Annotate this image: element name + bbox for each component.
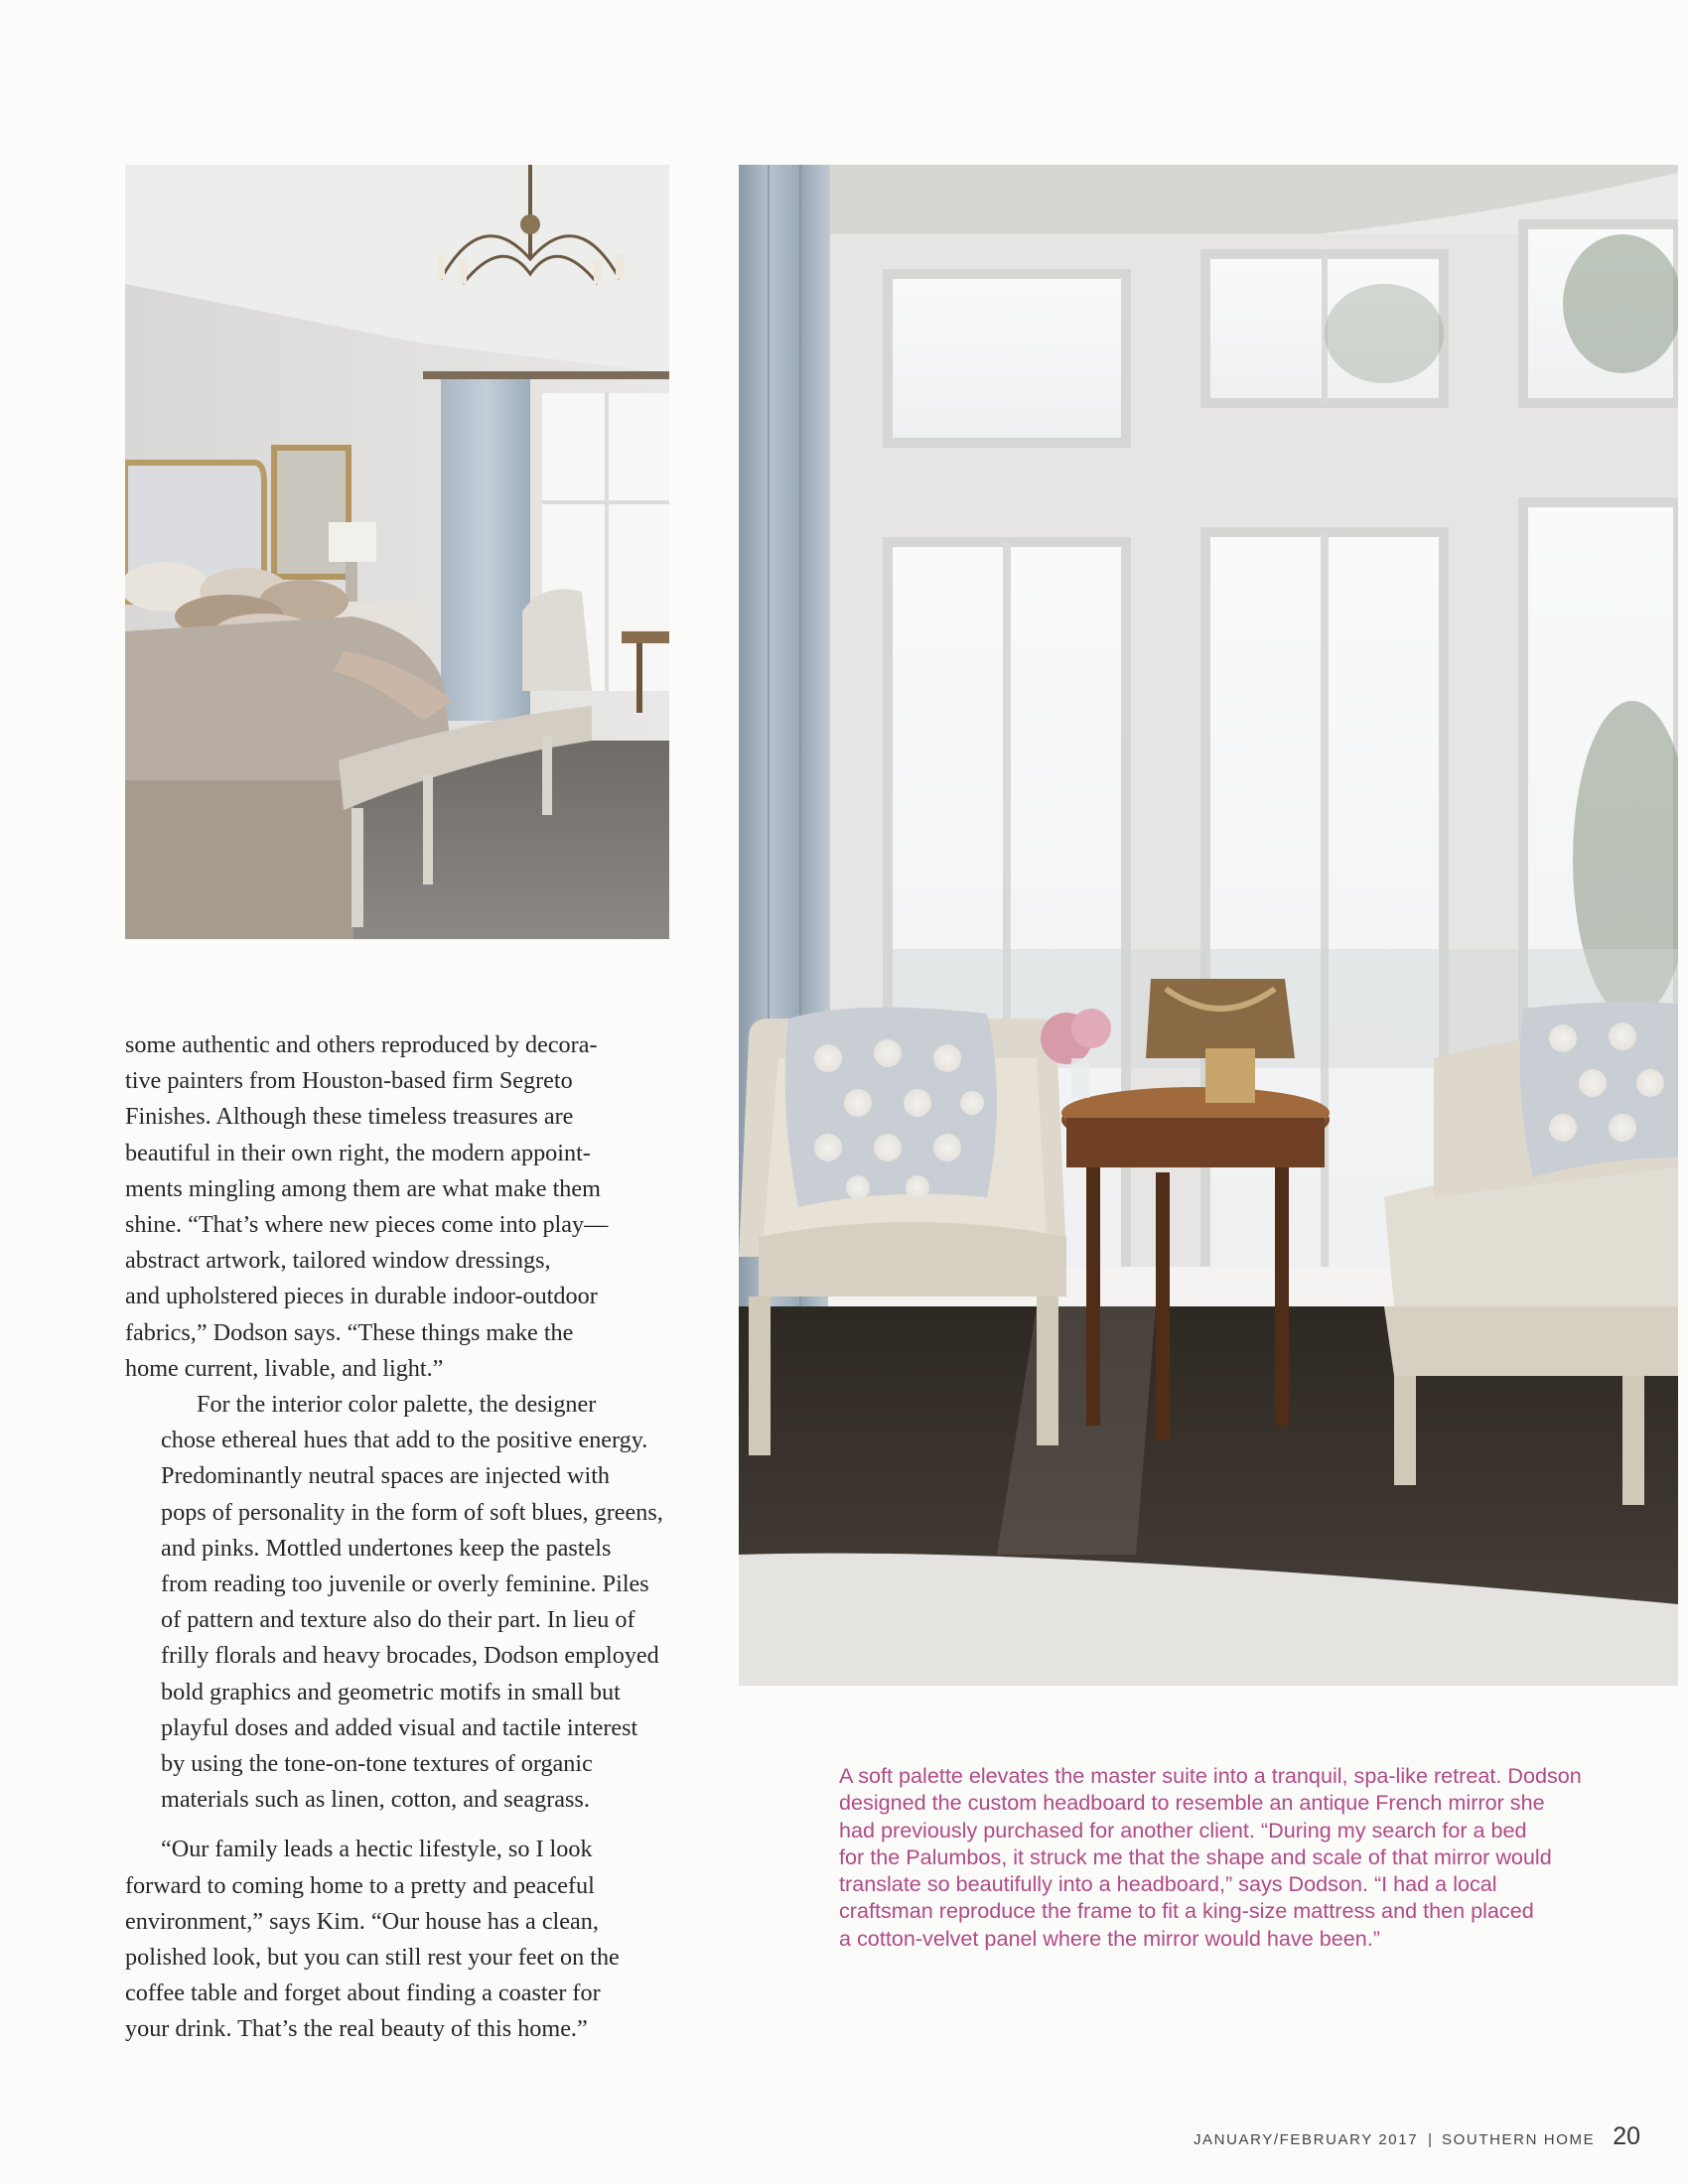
caption-line: craftsman reproduce the frame to fit a king-size mattress and then placed [839, 1898, 1534, 1924]
issue-date: JANUARY/FEBRUARY 2017 [1193, 2131, 1419, 2148]
text-line: from reading too juvenile or overly feminine. Piles [161, 1570, 649, 1598]
text-line: frilly florals and heavy brocades, Dodson employed [161, 1642, 659, 1670]
text-line: chose ethereal hues that add to the positive energy. [161, 1427, 648, 1454]
text-line: of pattern and texture also do their part. In lieu of [161, 1606, 635, 1634]
text-line: bold graphics and geometric motifs in small but [161, 1678, 621, 1706]
page-number: 20 [1613, 2122, 1640, 2150]
body-paragraph-2 [125, 1387, 669, 1818]
text-line: pops of personality in the form of soft blues, greens, [161, 1498, 663, 1526]
text-line: your drink. That’s the real beauty of this home.” [125, 2015, 588, 2043]
text-line: beautiful in their own right, the modern appoint- [125, 1139, 591, 1166]
folio-separator: | [1428, 2131, 1433, 2148]
text-line: Finishes. Although these timeless treasures are [125, 1103, 574, 1131]
text-line: forward to coming home to a pretty and peaceful [125, 1871, 595, 1899]
text-line: and pinks. Mottled undertones keep the pastels [161, 1534, 612, 1562]
caption-line: had previously purchased for another client. “During my search for a bed [839, 1817, 1527, 1843]
text-line: ments mingling among them are what make them [125, 1174, 601, 1202]
text-line: and upholstered pieces in durable indoor-outdoor [125, 1283, 598, 1310]
bedroom-photo [125, 165, 669, 939]
text-line: tive painters from Houston-based firm Segreto [125, 1067, 573, 1095]
article-body [125, 1027, 669, 2048]
text-line: coffee table and forget about finding a coaster for [125, 1979, 601, 2007]
text-line: some authentic and others reproduced by decora- [125, 1031, 598, 1058]
sitting-area-photo [739, 165, 1678, 1686]
page-footer [1194, 2122, 1640, 2151]
publication-name: SOUTHERN HOME [1442, 2131, 1596, 2148]
caption-line: a cotton-velvet panel where the mirror would have been.” [839, 1925, 1380, 1951]
caption-line: A soft palette elevates the master suite into a tranquil, spa-like retreat. Dodson [839, 1763, 1582, 1788]
text-line: Predominantly neutral spaces are injected with [161, 1462, 611, 1490]
text-line: For the interior color palette, the designer [197, 1391, 597, 1419]
text-line: fabrics,” Dodson says. “These things make the [125, 1318, 574, 1346]
caption-line: designed the custom headboard to resemble an antique French mirror she [839, 1790, 1545, 1816]
text-line: shine. “That’s where new pieces come into play— [125, 1211, 609, 1239]
caption-line: translate so beautifully into a headboard,” says Dodson. “I had a local [839, 1871, 1497, 1897]
body-paragraph-1 [125, 1027, 669, 1387]
text-line: “Our family leads a hectic lifestyle, so I look [161, 1836, 593, 1863]
text-line: environment,” says Kim. “Our house has a clean, [125, 1907, 599, 1935]
photo-caption [839, 1762, 1653, 1952]
text-line: playful doses and added visual and tactile interest [161, 1713, 638, 1741]
text-line: by using the tone-on-tone textures of organic [161, 1750, 593, 1778]
text-line: polished look, but you can still rest your feet on the [125, 1944, 620, 1972]
text-line: materials such as linen, cotton, and seagrass. [161, 1786, 590, 1814]
body-paragraph-3 [125, 1832, 669, 2047]
text-line: abstract artwork, tailored window dressings, [125, 1247, 551, 1275]
text-line: home current, livable, and light.” [125, 1354, 444, 1382]
caption-line: for the Palumbos, it struck me that the shape and scale of that mirror would [839, 1843, 1552, 1869]
